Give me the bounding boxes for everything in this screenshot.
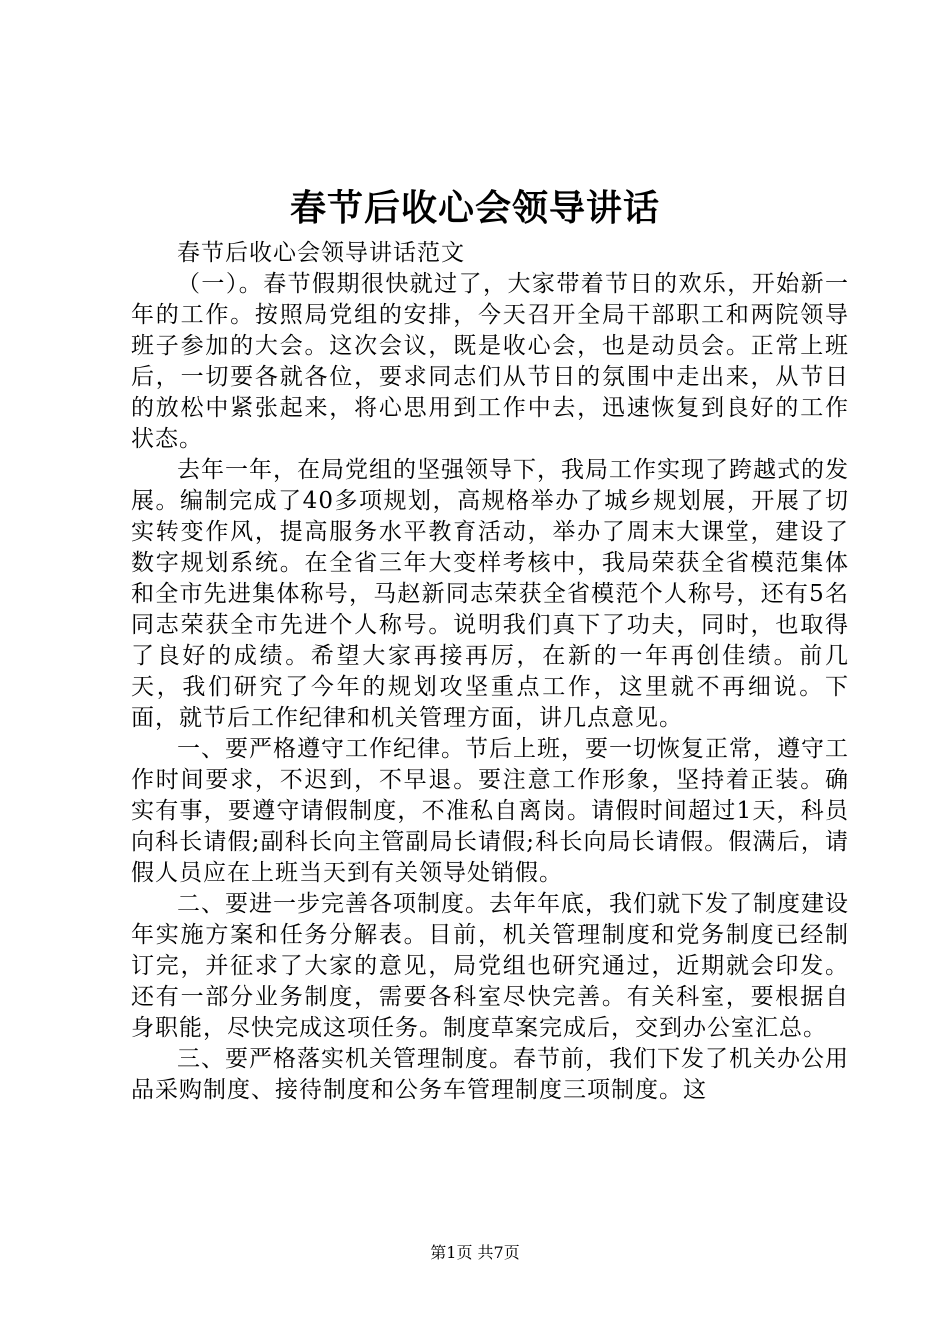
paragraph: 三、要严格落实机关管理制度。春节前，我们下发了机关办公用品采购制度、接待制度和公务车管理制度三项制度。这: [131, 1046, 849, 1103]
paragraph: 去年一年，在局党组的坚强领导下，我局工作实现了跨越式的发展。编制完成了40多项规划，高规格举办了城乡规划展，开展了切实转变作风，提高服务水平教育活动，举办了周末大课堂，建设了数字规划系统。在全省三年大变样考核中，我局荣获全省模范集体和全市先进集体称号，马赵新同志荣获全省模范个人称号，还有5名同志荣获全市先进个人称号。说明我们真下了功夫，同时，也取得了良好的成绩。希望大家再接再厉，在新的一年再创佳绩。前几天，我们研究了今年的规划攻坚重点工作，这里就不再细说。下面，就节后工作纪律和机关管理方面，讲几点意见。: [131, 457, 849, 731]
page-footer: 第1页 共7页: [430, 1243, 520, 1262]
document-body: [131, 238, 849, 1106]
paragraph: 一、要严格遵守工作纪律。节后上班，要一切恢复正常，遵守工作时间要求，不迟到，不早退。要注意工作形象，坚持着正装。确实有事，要遵守请假制度，不准私自离岗。请假时间超过1天，科员向科长请假;副科长向主管副局长请假;科长向局长请假。假满后，请假人员应在上班当天到有关领导处销假。: [131, 736, 849, 886]
document-title: 春节后收心会领导讲话: [289, 187, 660, 229]
paragraph: （一）。春节假期很快就过了，大家带着节日的欢乐，开始新一年的工作。按照局党组的安排，今天召开全局干部职工和两院领导班子参加的大会。这次会议，既是收心会，也是动员会。正常上班后，一切要各就各位，要求同志们从节日的氛围中走出来，从节日的放松中紧张起来，将心思用到工作中去，迅速恢复到良好的工作状态。: [131, 271, 849, 452]
paragraph-subtitle: 春节后收心会领导讲话范文: [177, 240, 465, 266]
paragraph: 二、要进一步完善各项制度。去年年底，我们就下发了制度建设年实施方案和任务分解表。目前，机关管理制度和党务制度已经制订完，并征求了大家的意见，局党组也研究通过，近期就会印发。还有一部分业务制度，需要各科室尽快完善。有关科室，要根据自身职能，尽快完成这项任务。制度草案完成后，交到办公室汇总。: [131, 891, 849, 1041]
